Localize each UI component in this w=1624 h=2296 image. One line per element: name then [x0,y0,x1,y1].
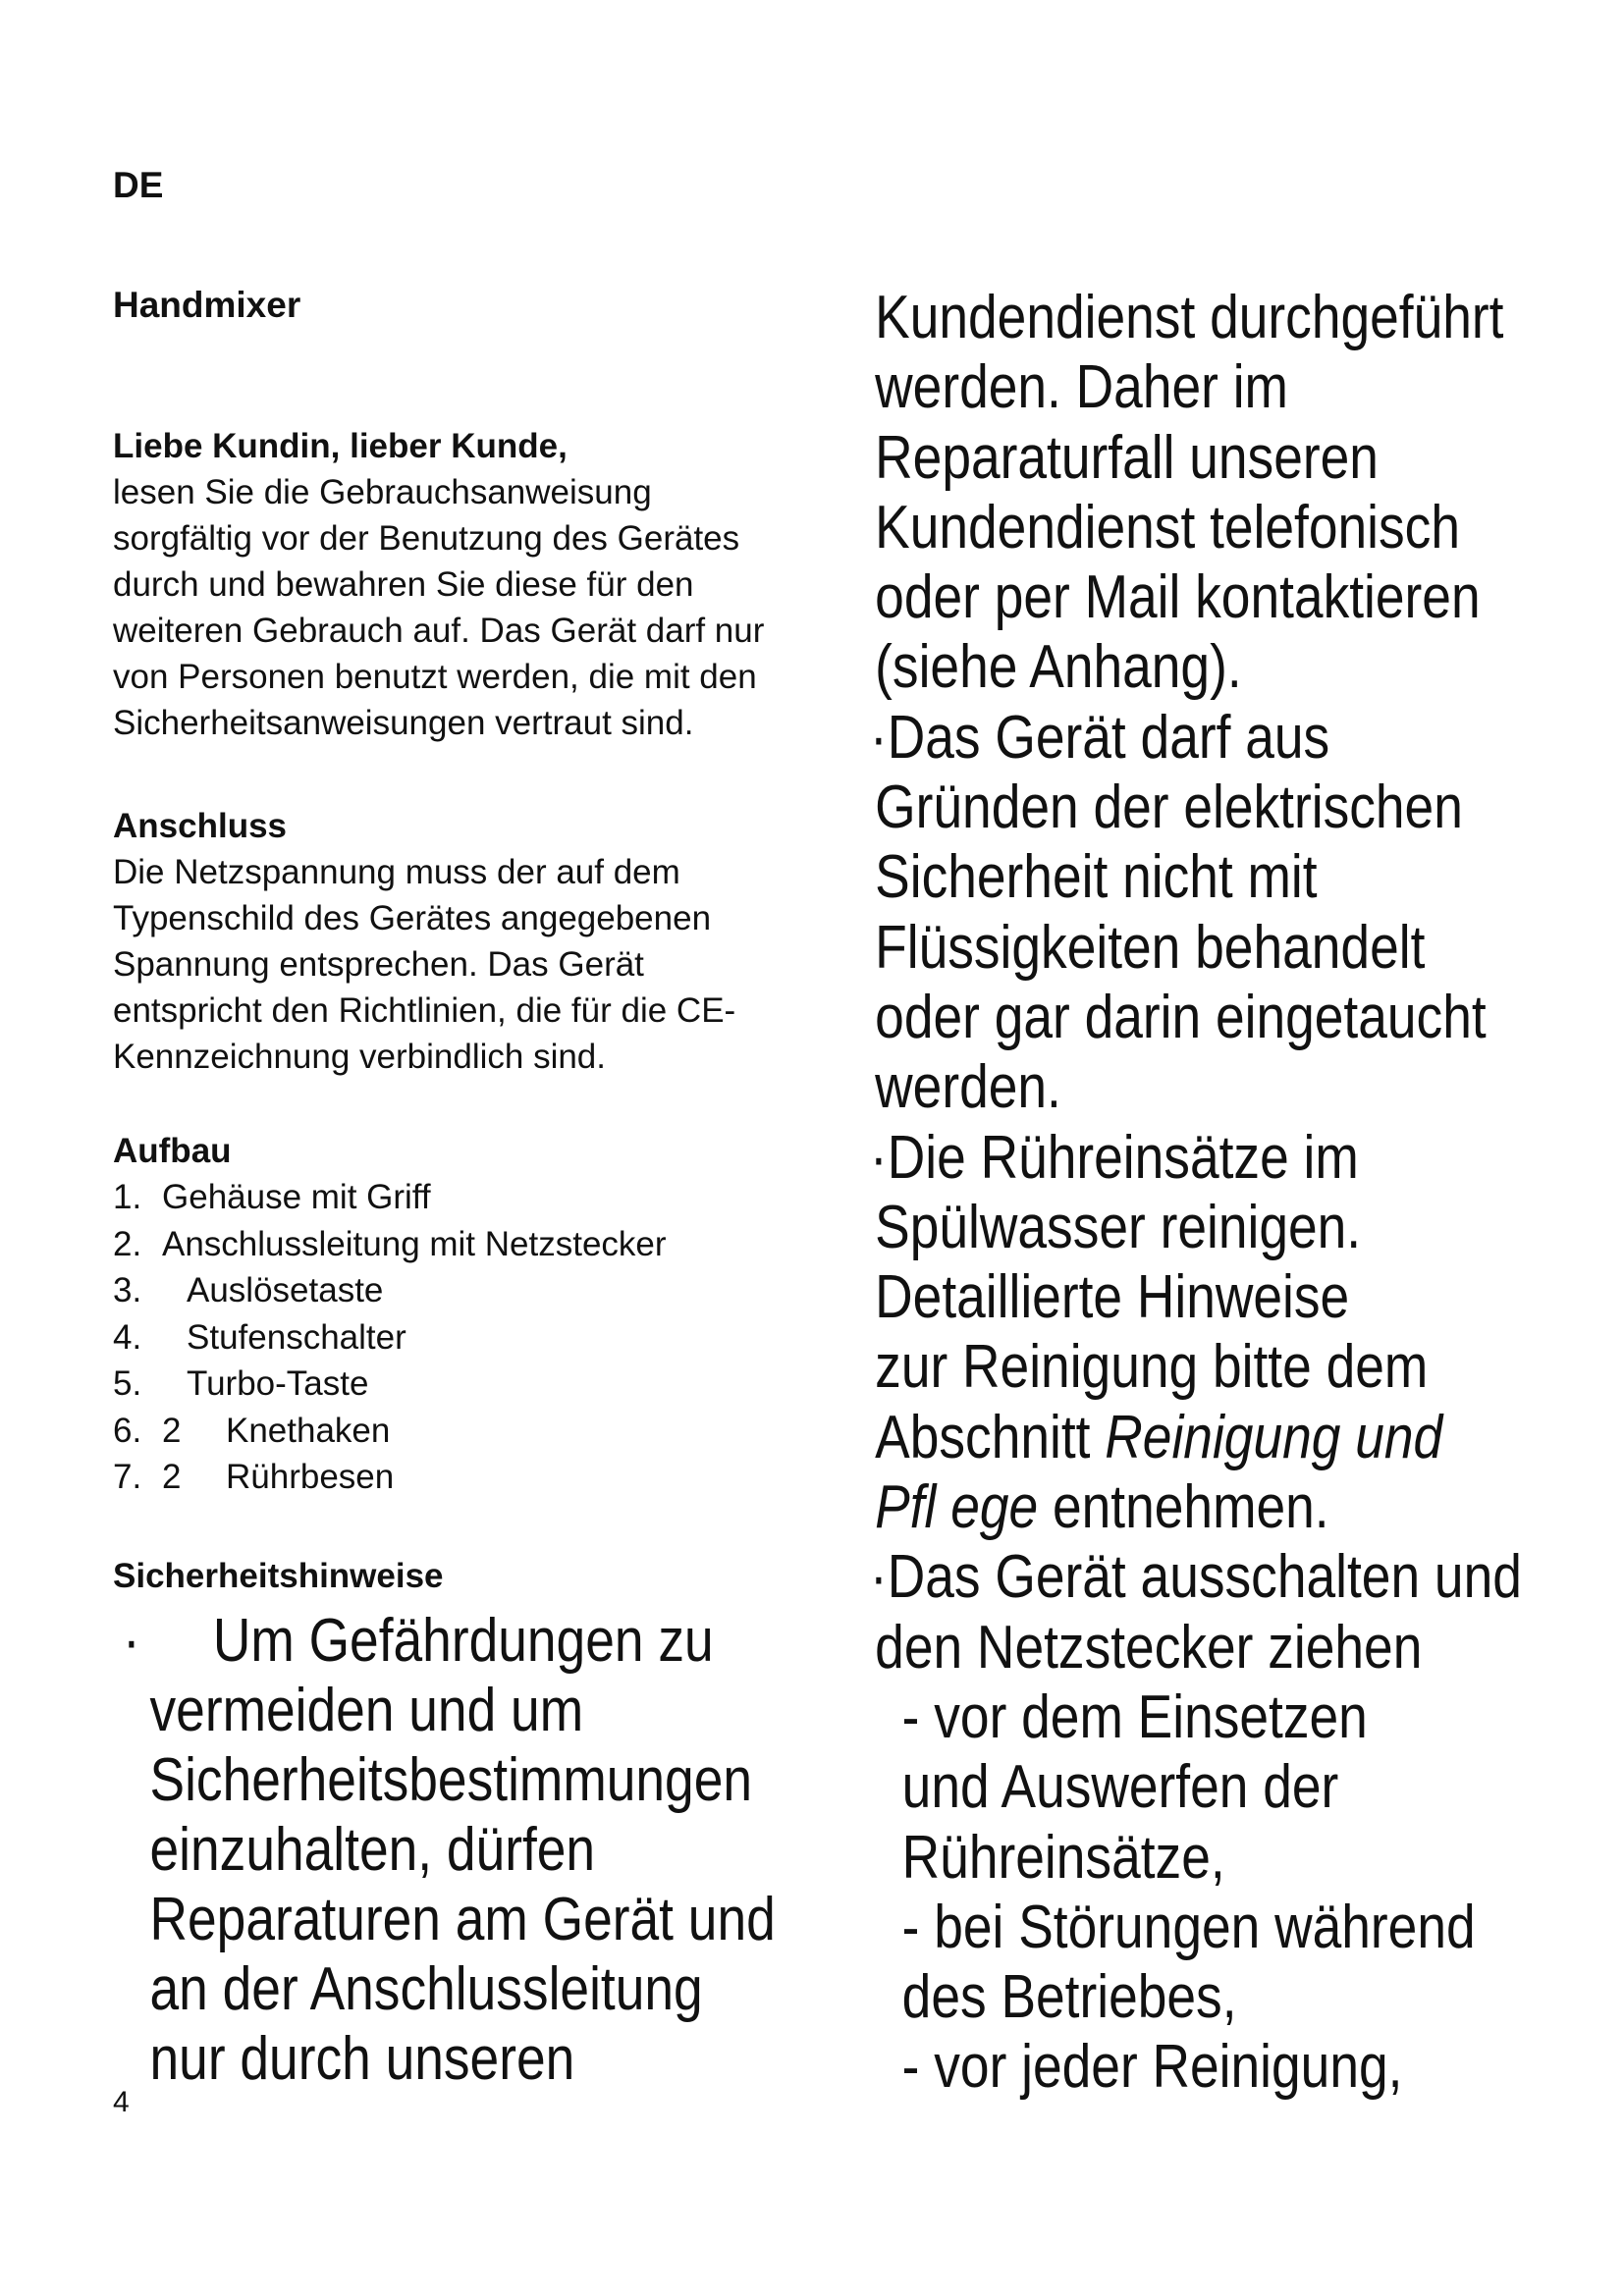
safety-line: Pfl ege entnehmen. [875,1473,1329,1542]
safety-line: Sicherheit nicht mit [875,843,1318,912]
safety-line: werden. Daher im [875,353,1288,422]
safety-heading: Sicherheitshinweise [113,1557,444,1595]
aufbau-section [113,1129,800,1501]
safety-line: ·Die Rühreinsätze im [870,1123,1359,1192]
list-item: 5. Turbo-Taste [113,1364,369,1403]
greeting-line: durch und bewahren Sie diese für den [113,565,694,604]
safety-line: · Um Gefährdungen zu [123,1607,714,1675]
safety-line: Detaillierte Hinweise [875,1263,1350,1332]
anschluss-line: Die Netzspannung muss der auf dem [113,853,680,891]
safety-line: Gründen der elektrischen [875,774,1463,842]
greeting-section [113,424,800,746]
safety-line: Reparaturen am Gerät und [149,1886,776,1953]
safety-line: oder per Mail kontaktieren [875,563,1481,632]
list-item: 2. Anschlussleitung mit Netzstecker [113,1224,667,1263]
list-item: 1. Gehäuse mit Griff [113,1178,431,1216]
page-number: 4 [113,2086,130,2118]
greeting-line: sorgfältig vor der Benutzung des Gerätes [113,519,740,558]
list-item: 3. Auslösetaste [113,1271,384,1309]
safety-line: oder gar darin eingetaucht [875,983,1487,1051]
safety-line: zur Reinigung bitte dem [875,1333,1429,1402]
list-item: 4. Stufenschalter [113,1317,406,1357]
greeting-line: von Personen benutzt werden, die mit den [113,658,757,696]
greeting-line: weiteren Gebrauch auf. Das Gerät darf nur [113,612,765,650]
safety-subline: und Auswerfen der [901,1753,1339,1822]
safety-line: Abschnitt Reinigung und [875,1403,1443,1471]
safety-subline: - vor jeder Reinigung, [901,2033,1403,2102]
safety-section [113,1554,800,1599]
safety-line: einzuhalten, dürfen [149,1816,596,1884]
safety-line: nur durch unseren [149,2025,575,2093]
list-item: 6. 2 Knethaken [113,1411,391,1450]
anschluss-line: entspricht den Richtlinien, die für die CE- [113,991,736,1030]
safety-line: ·Das Gerät darf aus [870,703,1330,772]
greeting-line: lesen Sie die Gebrauchsanweisung [113,473,652,511]
safety-line: Reparaturfall unseren [875,423,1379,492]
anschluss-line: Typenschild des Gerätes angegebenen [113,899,712,937]
safety-line: Kundendienst telefonisch [875,493,1461,561]
safety-text-right [870,283,1624,2103]
safety-line: Spülwasser reinigen. [875,1193,1362,1261]
list-item: 7. 2 Rührbesen [113,1458,395,1496]
safety-subline: Rühreinsätze, [901,1823,1225,1892]
anschluss-heading: Anschluss [113,807,287,845]
aufbau-heading: Aufbau [113,1132,232,1170]
safety-line: (siehe Anhang). [875,633,1242,702]
language-tag: DE [113,165,164,205]
safety-subline: des Betriebes, [901,1963,1237,2032]
safety-line: an der Anschlussleitung [149,1955,703,2023]
safety-line: ·Das Gerät ausschalten und [870,1543,1522,1612]
greeting-heading: Liebe Kundin, lieber Kunde, [113,427,568,465]
safety-line: vermeiden und um [149,1677,584,1744]
safety-subline: - vor dem Einsetzen [901,1682,1368,1751]
anschluss-section [113,804,800,1080]
safety-line: Flüssigkeiten behandelt [875,913,1426,982]
bullet-icon: · [123,1607,140,1675]
safety-line: den Netzstecker ziehen [875,1613,1423,1682]
safety-line: werden. [875,1053,1061,1122]
product-title: Handmixer [113,285,301,325]
safety-text-left [123,1606,882,2094]
parts-list [113,1174,800,1501]
anschluss-line: Spannung entsprechen. Das Gerät [113,945,644,984]
safety-line: Sicherheitsbestimmungen [149,1746,753,1814]
greeting-line: Sicherheitsanweisungen vertraut sind. [113,704,694,742]
safety-line: Kundendienst durchgeführt [875,284,1504,351]
anschluss-line: Kennzeichnung verbindlich sind. [113,1038,606,1076]
safety-subline: - bei Störungen während [901,1893,1476,1961]
